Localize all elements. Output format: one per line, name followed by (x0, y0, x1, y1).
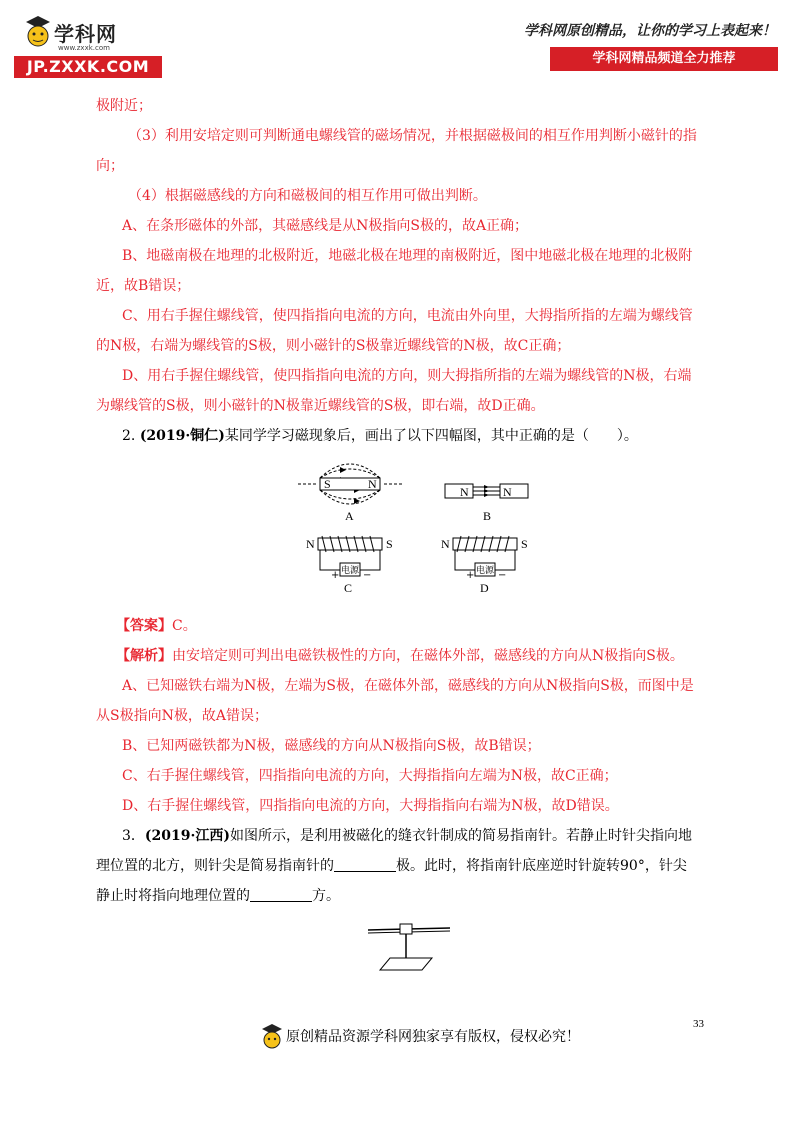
figure-c-right-pole: S (386, 537, 393, 551)
question-text: 极。此时，将指南针底座逆时针旋转90°，针尖 (396, 858, 687, 874)
text-line: B、已知两磁铁都为N极，磁感线的方向从N极指向S极，故B错误； (122, 738, 541, 754)
analysis-tag: 【解析】 (116, 648, 172, 664)
figure-a (298, 464, 402, 523)
figure-b-right-pole: N (503, 485, 512, 499)
figure-b-left-pole: N (460, 485, 469, 499)
header-slogan: 学科网原创精品，让你的学习上表起来！ (524, 23, 776, 39)
page-number: 33 (693, 1018, 704, 1030)
text-line: A、已知磁铁右端为N极，左端为S极，在磁体外部，磁感线的方向从N极指向S极，而图中是 (122, 678, 694, 694)
figure-a-left-pole: S (324, 477, 331, 491)
figure-d (441, 536, 528, 595)
question-source: (2019·江西) (144, 828, 231, 844)
text-line: 从S极指向N极，故A错误； (96, 708, 268, 724)
question-number: 3． (122, 828, 145, 844)
mascot-icon (260, 1022, 284, 1052)
text-line: （4）根据磁感线的方向和磁极间的相互作用可做出判断。 (128, 188, 487, 204)
question-text: 方。 (312, 888, 340, 904)
question-3 (122, 826, 692, 846)
question-source: (2019·铜仁) (139, 428, 225, 444)
figure-c (306, 536, 393, 595)
figure-a-label: A (345, 509, 354, 523)
question-number: 2. (122, 428, 136, 444)
figure-d-source: 电源 (476, 566, 495, 576)
question-text: 理位置的北方，则针尖是简易指南针的 (96, 858, 334, 874)
answer-blank[interactable] (334, 857, 396, 872)
figure-b (445, 484, 528, 523)
logo-url: JP.ZXXK.COM (14, 56, 162, 78)
question-text: 静止时将指向地理位置的 (96, 888, 250, 904)
site-logo[interactable] (14, 8, 164, 76)
logo-title: 学科网 (54, 22, 117, 46)
figure-c-source: 电源 (341, 566, 360, 576)
mascot-icon (22, 12, 54, 54)
figure-a-right-pole: N (368, 477, 377, 491)
text-line: （3）利用安培定则可判断通电螺线管的磁场情况，并根据磁极间的相互作用判断小磁针的指 (128, 128, 697, 144)
text-line: C、右手握住螺线管，四指指向电流的方向，大拇指指向左端为N极，故C正确； (122, 768, 618, 784)
figure-c-label: C (344, 581, 353, 595)
figure-d-plus: + (466, 570, 475, 581)
text-line: 为螺线管的S极，则小磁针的N极靠近螺线管的S极，即右端，故D正确。 (96, 398, 545, 414)
figure-d-left-pole: N (441, 537, 450, 551)
question-text: 如图所示，是利用被磁化的缝衣针制成的简易指南针。若静止时针尖指向地 (230, 828, 693, 844)
text-line: 的N极，右端为螺线管的S极，则小磁针的S极靠近螺线管的N极，故C正确； (96, 338, 571, 354)
text-line: D、用右手握住螺线管，使四指指向电流的方向，则大拇指所指的左端为螺线管的N极，右端 (122, 368, 692, 384)
question-3-line3 (96, 886, 340, 906)
analysis-text: 由安培定则可判出电磁铁极性的方向，在磁体外部，磁感线的方向从N极指向S极。 (172, 648, 684, 664)
figure-d-minus: − (498, 570, 507, 581)
text-line: B、地磁南极在地理的北极附近，地磁北极在地理的南极附近，图中地磁北极在地理的北极附 (122, 248, 693, 264)
text-line: C、用右手握住螺线管，使四指指向电流的方向，电流由外向里，大拇指所指的左端为螺线管 (122, 308, 693, 324)
figure-b-label: B (483, 509, 492, 523)
answer-blank[interactable] (250, 887, 312, 902)
figure-c-minus: − (363, 570, 372, 581)
answer-text: C。 (172, 618, 197, 634)
question-text: 某同学学习磁现象后，画出了以下四幅图，其中正确的是（ ）。 (224, 428, 638, 444)
header-banner: 学科网精品频道全力推荐 (550, 47, 778, 71)
text-line: A、在条形磁体的外部，其磁感线是从N极指向S极的，故A正确； (122, 218, 529, 234)
analysis-line (116, 646, 684, 666)
magnet-figure (290, 456, 530, 596)
answer-line (116, 616, 197, 636)
footer-copyright: 原创精品资源学科网独家享有版权，侵权必究！ (286, 1029, 580, 1045)
compass-figure (360, 918, 460, 978)
text-line: 近，故B错误； (96, 278, 191, 294)
text-line: D、右手握住螺线管，四指指向电流的方向，大拇指指向右端为N极，故D错误。 (122, 798, 619, 814)
footer (260, 1022, 600, 1062)
figure-c-plus: + (331, 570, 340, 581)
text-line: 向； (96, 158, 124, 174)
question-3-line2 (96, 856, 687, 876)
text-line: 极附近； (96, 98, 152, 114)
figure-c-left-pole: N (306, 537, 315, 551)
answer-tag: 【答案】 (116, 618, 172, 634)
question-2 (122, 426, 638, 446)
figure-d-label: D (480, 581, 489, 595)
figure-d-right-pole: S (521, 537, 528, 551)
logo-small-url: www.zxxk.com (58, 44, 110, 52)
